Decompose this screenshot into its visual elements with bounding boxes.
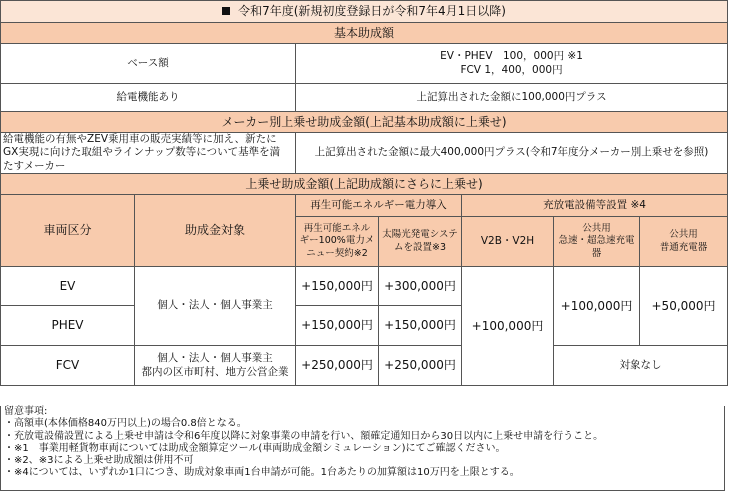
vehicle-ev: EV — [1, 267, 135, 306]
ev-solar-value: +300,000円 — [379, 267, 462, 306]
solar-system-line-2: ムを設置※3 — [393, 241, 446, 253]
fast-charger-line-1: 公共用 — [582, 222, 611, 234]
vehicle-fcv: FCV — [1, 346, 135, 386]
maker-criteria-label — [1, 133, 296, 174]
maker-header: メーカー別上乗せ助成金額(上記基本助成額に上乗せ) — [1, 112, 728, 133]
notes-section — [0, 406, 725, 491]
fast-charger-header — [554, 217, 640, 267]
target-fcv-line-2: 都内の区市町村、地方公営企業 — [141, 365, 289, 378]
target-ev-phev: 個人・法人・個人事業主 — [135, 267, 296, 346]
note-item: ・※2、※3による上乗せ助成額は併用不可 — [4, 455, 194, 467]
fast-charger-value: +100,000円 — [554, 267, 640, 346]
maker-criteria-line-1: 給電機能の有無やZEV乗用車の販売実績等に加え、新たに — [3, 133, 277, 146]
table-title-text: 令和7年度(新規初度登録日が令和7年4月1日以降) — [238, 4, 506, 18]
base-amount-label: ベース額 — [1, 44, 296, 84]
power-supply-value: 上記算出された金額に100,000円プラス — [296, 84, 728, 112]
phev-renewable-value: +150,000円 — [296, 306, 379, 346]
fast-charger-line-2: 急速・超急速充電器 — [558, 235, 635, 259]
renewable-menu-line-3: ニュー契約※2 — [306, 247, 368, 259]
base-amount-ev-phev: EV・PHEV 100，000円 ※1 — [440, 50, 583, 63]
base-amount-fcv: FCV 1，400，000円 — [460, 63, 563, 76]
phev-solar-value: +150,000円 — [379, 306, 462, 346]
normal-charger-header — [640, 217, 728, 267]
maker-bonus-value: 上記算出された金額に最大400,000円プラス(令和7年度分メーカー別上乗せを参照) — [296, 133, 728, 174]
note-item: ・※1 事業用軽貨物車両については助成金額算定ツール(車両助成金額シミュレーション)にてご確認ください。 — [4, 442, 506, 454]
v2b-v2h-header: V2B・V2H — [462, 217, 554, 267]
vehicle-category-header: 車両区分 — [1, 195, 135, 267]
fcv-solar-value: +250,000円 — [379, 346, 462, 386]
note-item: ・充放電設備設置による上乗せ申請は令和6年度以降に対象事業の申請を行い、額確定通知日から30日以内に上乗せ申請を行うこと。 — [4, 430, 604, 442]
ev-renewable-value: +150,000円 — [296, 267, 379, 306]
target-fcv-line-1: 個人・法人・個人事業主 — [157, 352, 273, 365]
solar-system-line-1: 太陽光発電システ — [382, 229, 458, 241]
note-item: ・高額車(本体価格840万円以上)の場合0.8倍となる。 — [4, 418, 247, 430]
fcv-renewable-value: +250,000円 — [296, 346, 379, 386]
renewable-menu-line-2: ギー100%電力メ — [299, 235, 375, 247]
fcv-charging-not-applicable: 対象なし — [554, 346, 728, 386]
power-supply-label: 給電機能あり — [1, 84, 296, 112]
renewable-energy-header: 再生可能エネルギー電力導入 — [296, 195, 462, 217]
renewable-menu-line-1: 再生可能エネル — [303, 222, 371, 234]
target-fcv — [135, 346, 296, 386]
vehicle-phev: PHEV — [1, 306, 135, 346]
note-item: ・※4については、いずれか1口につき、助成対象車両1台申請が可能。1台あたりの加算額は10万円を上限とする。 — [4, 467, 520, 479]
table-title — [1, 1, 728, 23]
notes-heading: 留意事項: — [4, 406, 48, 417]
basic-header: 基本助成額 — [1, 23, 728, 44]
maker-criteria-line-2: GX実現に向けた取組やラインナップ数等について基準を満 — [3, 146, 281, 159]
v2b-v2h-value: +100,000円 — [462, 267, 554, 386]
extra-header: 上乗せ助成金額(上記助成額にさらに上乗せ) — [1, 174, 728, 195]
charging-equipment-header: 充放電設備等設置 ※4 — [462, 195, 728, 217]
base-amount-value — [296, 44, 728, 84]
normal-charger-line-1: 公共用 — [669, 229, 698, 241]
subsidy-target-header: 助成金対象 — [135, 195, 296, 267]
solar-system-header — [379, 217, 462, 267]
square-bullet-icon — [222, 7, 230, 15]
normal-charger-value: +50,000円 — [640, 267, 728, 346]
renewable-menu-header — [296, 217, 379, 267]
normal-charger-line-2: 普通充電器 — [659, 241, 708, 253]
maker-criteria-line-3: たすメーカー — [3, 159, 66, 172]
